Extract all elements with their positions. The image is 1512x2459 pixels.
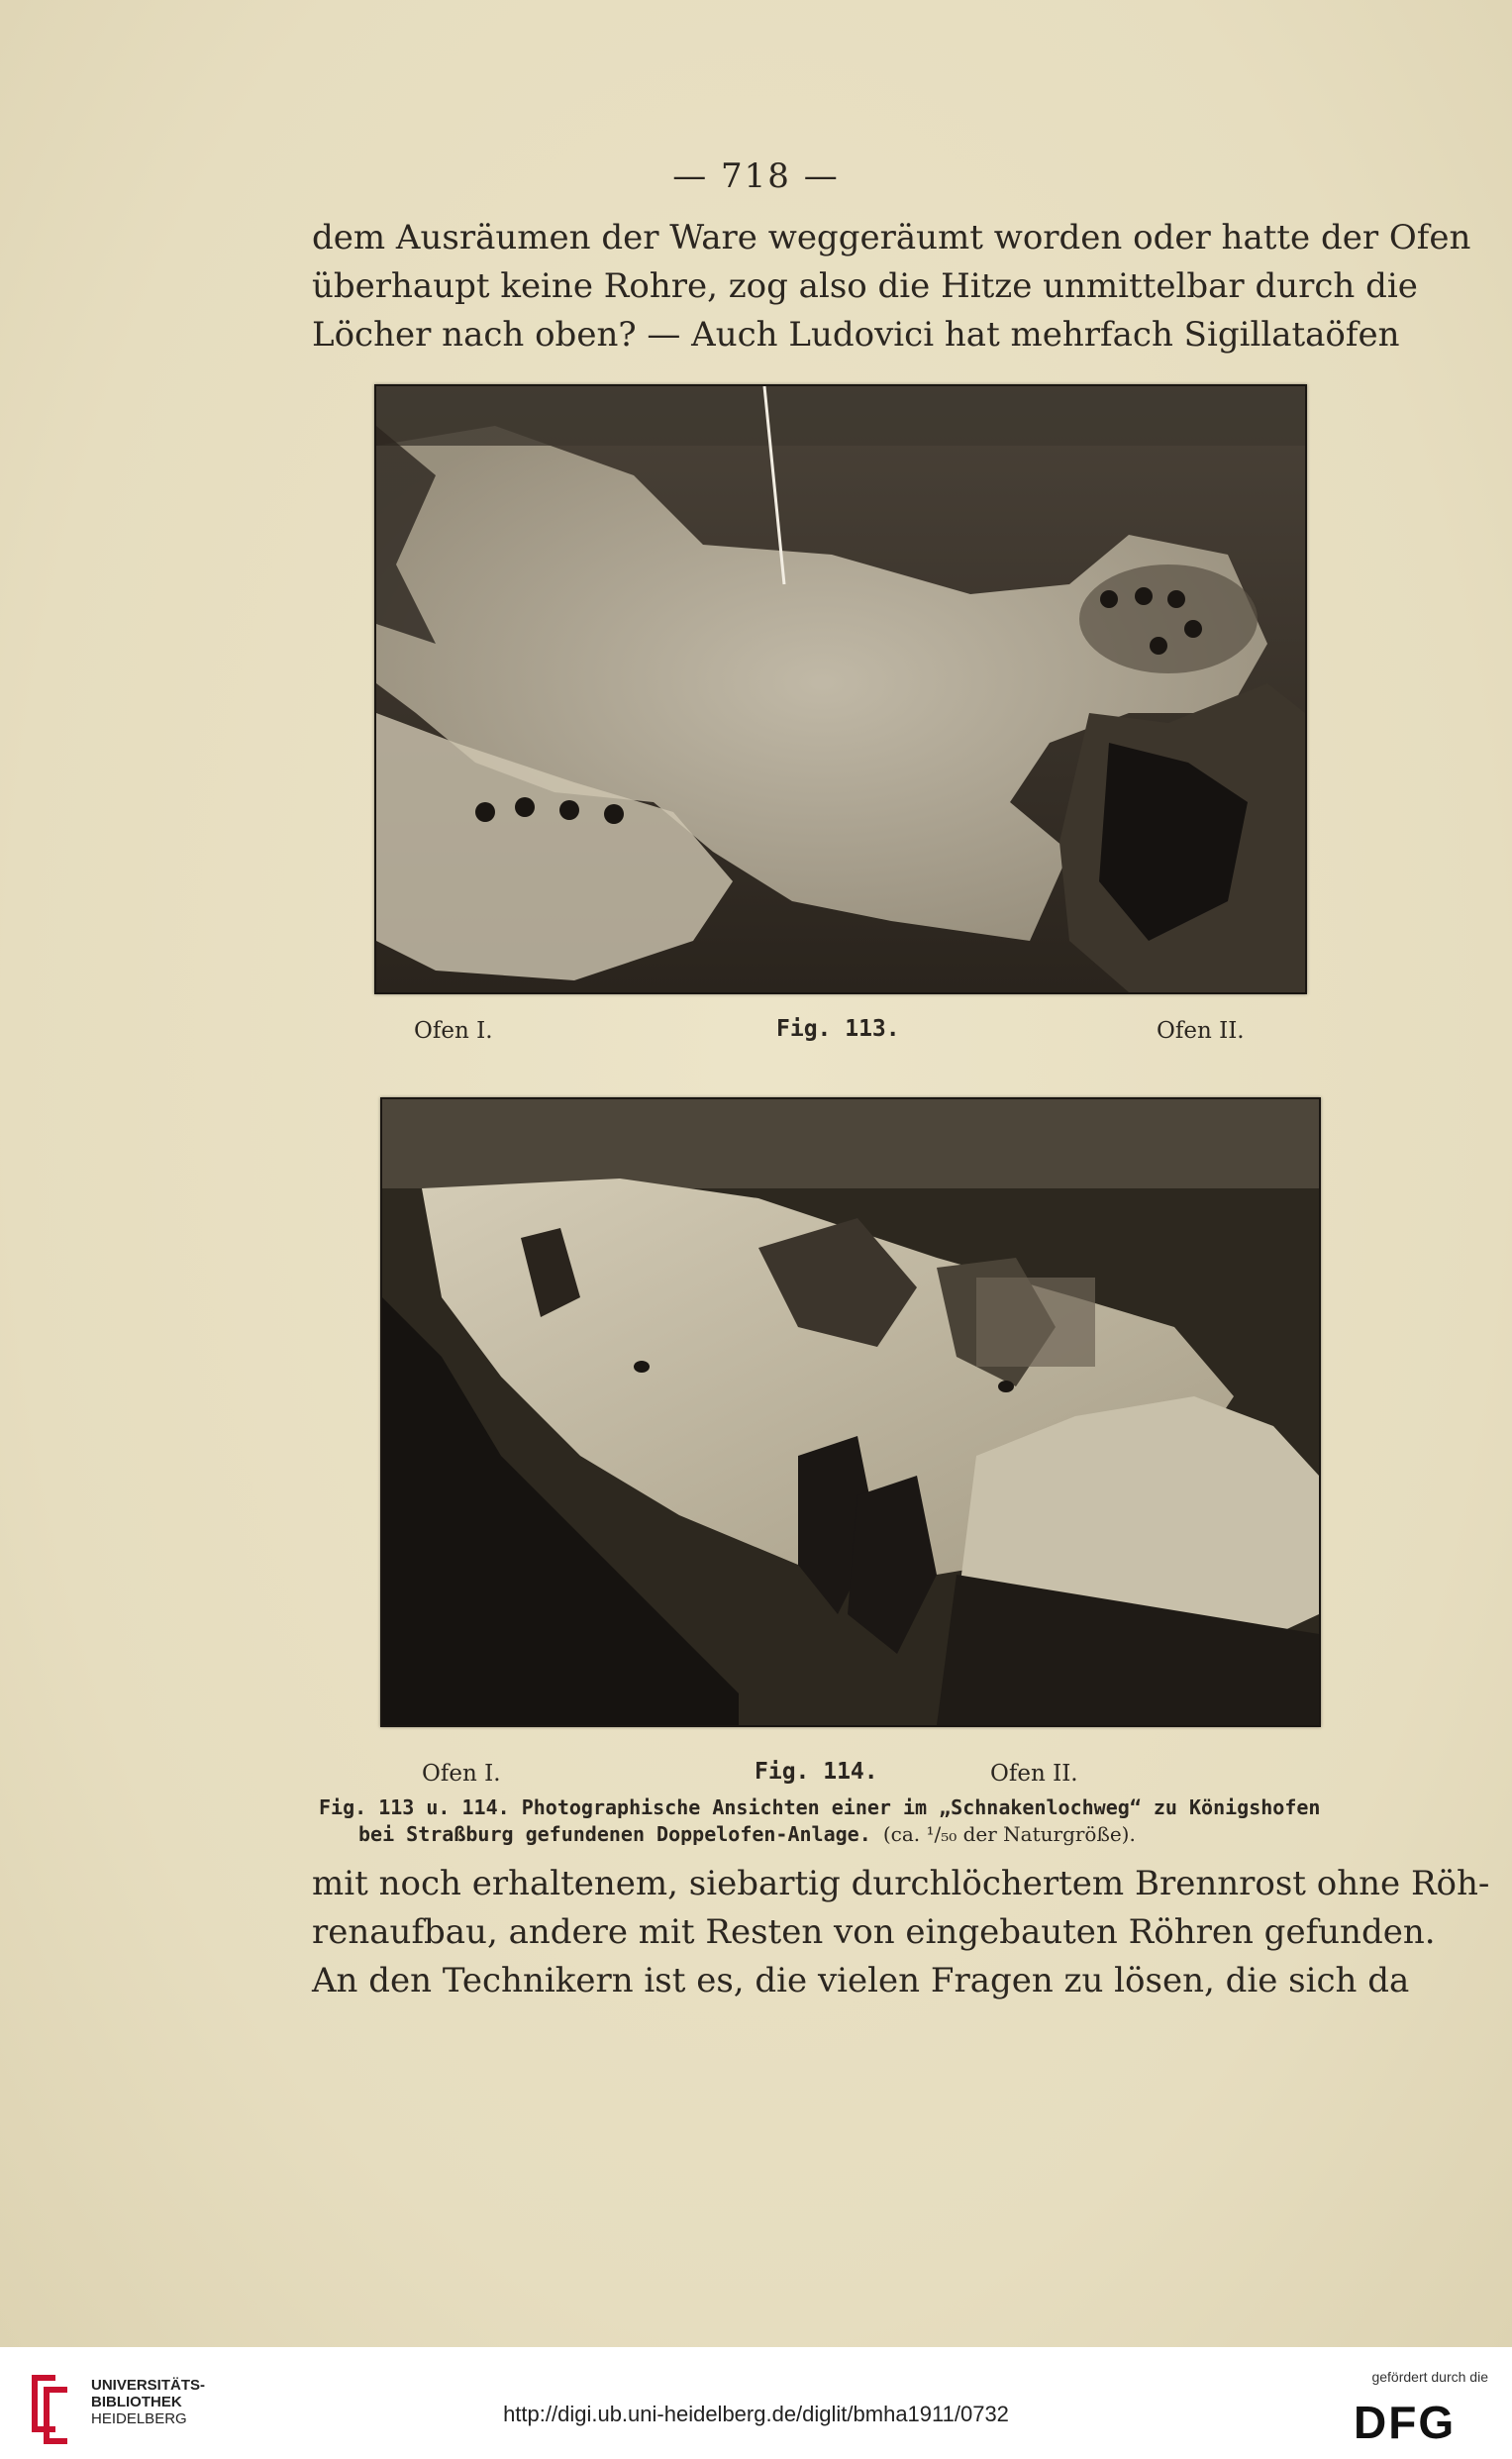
- library-name-line-3: HEIDELBERG: [91, 2410, 187, 2427]
- text-line: renaufbau, andere mit Resten von eingebauten Röhren gefunden.: [312, 1912, 1436, 1952]
- figure-caption: [319, 1794, 1378, 1848]
- text-line: mit noch erhaltenem, siebartig durchlöchertem Brennrost ohne Röh-: [312, 1864, 1490, 1903]
- source-url-link[interactable]: http://digi.ub.uni-heidelberg.de/diglit/bmha1911/0732: [503, 2402, 1009, 2426]
- dfg-logo-text: DFG: [1354, 2397, 1457, 2444]
- text-line: Löcher nach oben? — Auch Ludovici hat mehrfach Sigillataöfen: [312, 315, 1400, 355]
- figure-113-right-label: Ofen II.: [1157, 1018, 1245, 1044]
- figure-113-title: Fig. 113.: [776, 1016, 900, 1042]
- photo-fig-114: [380, 1097, 1321, 1727]
- dfg-logo-icon: [1350, 2395, 1488, 2444]
- figure-114-title: Fig. 114.: [755, 1759, 878, 1785]
- library-name-line-2: BIBLIOTHEK: [91, 2394, 182, 2410]
- paragraph-top: [312, 214, 1471, 359]
- caption-line-2: [319, 1821, 1378, 1848]
- photo-fig-113: [374, 384, 1307, 994]
- text-line: überhaupt keine Rohre, zog also die Hitze unmittelbar durch die: [312, 266, 1418, 306]
- text-line: An den Technikern ist es, die vielen Fragen zu lösen, die sich da: [312, 1961, 1410, 2000]
- caption-scale: (ca. ¹/₅₀ der Naturgröße).: [882, 1822, 1136, 1846]
- library-name-line-1: UNIVERSITÄTS-: [91, 2377, 206, 2394]
- figure-114-right-label: Ofen II.: [990, 1761, 1078, 1787]
- funding-label: gefördert durch die: [1371, 2369, 1488, 2385]
- page-number: — 718 —: [672, 156, 840, 196]
- caption-line-2-main: bei Straßburg gefundenen Doppelofen-Anlage.: [358, 1822, 871, 1846]
- paragraph-bottom: [312, 1860, 1490, 2005]
- text-line: dem Ausräumen der Ware weggeräumt worden oder hatte der Ofen: [312, 218, 1471, 257]
- figure-114-left-label: Ofen I.: [422, 1761, 501, 1787]
- figure-113-left-label: Ofen I.: [414, 1018, 493, 1044]
- caption-line-1: Fig. 113 u. 114. Photographische Ansichten einer im „Schnakenlochweg“ zu Königshofen: [319, 1795, 1321, 1819]
